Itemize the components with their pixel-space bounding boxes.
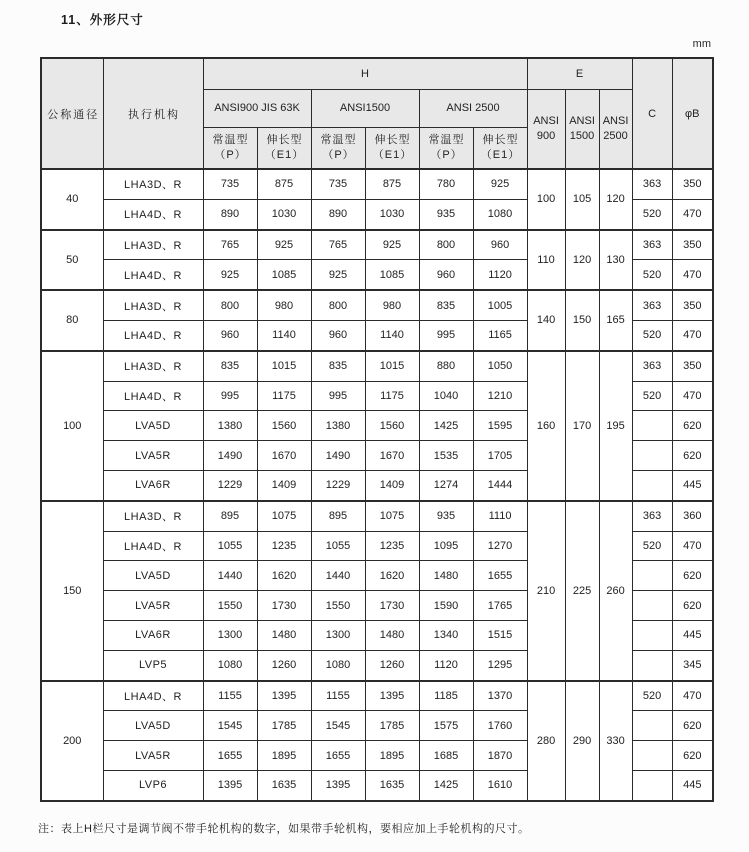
cell-dn: 100 — [41, 351, 103, 501]
cell-actuator: LHA3D、R — [103, 169, 203, 199]
cell-actuator: LVA5R — [103, 441, 203, 471]
cell-dn: 50 — [41, 230, 103, 291]
cell-h: 875 — [257, 169, 311, 199]
cell-h: 1490 — [203, 441, 257, 471]
cell-h: 1785 — [365, 711, 419, 741]
cell-h: 1370 — [473, 681, 527, 711]
cell-h: 1895 — [257, 741, 311, 771]
cell-e: 290 — [565, 681, 599, 801]
cell-h: 1210 — [473, 381, 527, 411]
cell-actuator: LHA4D、R — [103, 199, 203, 229]
cell-actuator: LVA5D — [103, 411, 203, 441]
header-h-leaf-3-line2: （P） — [322, 148, 355, 161]
cell-h: 895 — [311, 501, 365, 531]
header-h-leaf-2-line1: 伸长型 — [266, 134, 303, 147]
cell-e: 120 — [565, 230, 599, 291]
cell-h: 1480 — [365, 620, 419, 650]
cell-e: 140 — [527, 290, 565, 351]
header-h-leaf-1 — [203, 127, 257, 169]
cell-c — [632, 591, 672, 621]
cell-b: 470 — [672, 320, 713, 350]
header-e: E — [527, 58, 632, 89]
cell-h: 1235 — [365, 531, 419, 561]
cell-b: 470 — [672, 199, 713, 229]
cell-b: 620 — [672, 591, 713, 621]
header-h-leaf-2 — [257, 127, 311, 169]
cell-h: 960 — [203, 320, 257, 350]
cell-h: 1300 — [311, 620, 365, 650]
cell-h: 895 — [203, 501, 257, 531]
cell-h: 1655 — [473, 561, 527, 591]
cell-h: 1550 — [311, 591, 365, 621]
cell-h: 980 — [257, 290, 311, 320]
cell-h: 1545 — [203, 711, 257, 741]
cell-c: 363 — [632, 290, 672, 320]
cell-h: 995 — [419, 320, 473, 350]
cell-h: 935 — [419, 199, 473, 229]
cell-h: 1140 — [365, 320, 419, 350]
cell-h: 925 — [365, 230, 419, 260]
cell-h: 1550 — [203, 591, 257, 621]
cell-c — [632, 711, 672, 741]
cell-h: 800 — [419, 230, 473, 260]
header-e-ansi2500-line1: ANSI — [602, 115, 629, 128]
header-e-ansi2500 — [599, 89, 632, 169]
table-body — [41, 169, 713, 801]
header-h-group-ansi900: ANSI900 JIS 63K — [203, 89, 311, 127]
cell-h: 995 — [311, 381, 365, 411]
cell-h: 1030 — [257, 199, 311, 229]
header-h-leaf-4-line2: （E1） — [372, 148, 413, 161]
cell-e: 100 — [527, 169, 565, 230]
cell-dn: 40 — [41, 169, 103, 230]
cell-dn: 200 — [41, 681, 103, 801]
cell-c — [632, 441, 672, 471]
header-h-leaf-6 — [473, 127, 527, 169]
header-h-leaf-1-line1: 常温型 — [212, 134, 249, 147]
cell-h: 1155 — [311, 681, 365, 711]
table-header — [41, 58, 713, 169]
cell-h: 1340 — [419, 620, 473, 650]
cell-h: 1055 — [203, 531, 257, 561]
cell-e: 260 — [599, 501, 632, 681]
cell-h: 1425 — [419, 770, 473, 800]
cell-e: 330 — [599, 681, 632, 801]
cell-c: 520 — [632, 260, 672, 290]
cell-h: 1515 — [473, 620, 527, 650]
cell-c — [632, 470, 672, 500]
cell-e: 130 — [599, 230, 632, 291]
cell-e: 120 — [599, 169, 632, 230]
cell-h: 1015 — [257, 351, 311, 381]
header-row-top — [41, 58, 713, 89]
cell-h: 925 — [257, 230, 311, 260]
cell-c — [632, 620, 672, 650]
cell-e: 225 — [565, 501, 599, 681]
cell-b: 350 — [672, 230, 713, 260]
cell-actuator: LVA5D — [103, 711, 203, 741]
cell-h: 1270 — [473, 531, 527, 561]
cell-actuator: LVA5R — [103, 591, 203, 621]
cell-actuator: LVA6R — [103, 470, 203, 500]
cell-h: 1185 — [419, 681, 473, 711]
cell-h: 995 — [203, 381, 257, 411]
cell-h: 800 — [311, 290, 365, 320]
cell-h: 925 — [311, 260, 365, 290]
cell-h: 1175 — [257, 381, 311, 411]
cell-h: 1015 — [365, 351, 419, 381]
cell-actuator: LVA5D — [103, 561, 203, 591]
cell-h: 1075 — [365, 501, 419, 531]
cell-h: 1655 — [311, 741, 365, 771]
cell-h: 1274 — [419, 470, 473, 500]
header-h-leaf-5-line2: （P） — [430, 148, 463, 161]
cell-h: 1120 — [419, 650, 473, 680]
cell-c: 520 — [632, 531, 672, 561]
cell-h: 1590 — [419, 591, 473, 621]
cell-h: 1080 — [203, 650, 257, 680]
cell-h: 1480 — [419, 561, 473, 591]
cell-h: 835 — [419, 290, 473, 320]
header-h-group-ansi2500: ANSI 2500 — [419, 89, 527, 127]
cell-c: 520 — [632, 199, 672, 229]
cell-h: 1110 — [473, 501, 527, 531]
table-row — [41, 169, 713, 199]
header-h-leaf-3 — [311, 127, 365, 169]
cell-b: 350 — [672, 290, 713, 320]
cell-h: 1085 — [365, 260, 419, 290]
cell-h: 800 — [203, 290, 257, 320]
cell-c — [632, 411, 672, 441]
cell-h: 1085 — [257, 260, 311, 290]
cell-h: 1120 — [473, 260, 527, 290]
cell-e: 105 — [565, 169, 599, 230]
header-h-leaf-3-line1: 常温型 — [320, 134, 357, 147]
cell-h: 1610 — [473, 770, 527, 800]
cell-h: 1444 — [473, 470, 527, 500]
cell-h: 1050 — [473, 351, 527, 381]
header-e-ansi2500-line2: 2500 — [603, 129, 628, 142]
cell-b: 620 — [672, 441, 713, 471]
cell-h: 1165 — [473, 320, 527, 350]
cell-h: 1785 — [257, 711, 311, 741]
cell-h: 890 — [203, 199, 257, 229]
cell-e: 280 — [527, 681, 565, 801]
cell-h: 1760 — [473, 711, 527, 741]
cell-h: 1670 — [365, 441, 419, 471]
cell-c — [632, 650, 672, 680]
cell-c — [632, 561, 672, 591]
cell-b: 620 — [672, 711, 713, 741]
cell-h: 1300 — [203, 620, 257, 650]
cell-h: 890 — [311, 199, 365, 229]
cell-c: 363 — [632, 230, 672, 260]
cell-h: 1235 — [257, 531, 311, 561]
cell-actuator: LHA4D、R — [103, 681, 203, 711]
cell-h: 1055 — [311, 531, 365, 561]
cell-h: 1440 — [203, 561, 257, 591]
section-title: 11、外形尺寸 — [61, 13, 144, 27]
cell-b: 350 — [672, 351, 713, 381]
cell-h: 1040 — [419, 381, 473, 411]
cell-h: 880 — [419, 351, 473, 381]
header-h-leaf-6-line2: （E1） — [480, 148, 521, 161]
cell-actuator: LVA5R — [103, 741, 203, 771]
cell-c: 363 — [632, 501, 672, 531]
cell-h: 1730 — [365, 591, 419, 621]
cell-h: 1730 — [257, 591, 311, 621]
cell-h: 1440 — [311, 561, 365, 591]
cell-h: 1175 — [365, 381, 419, 411]
cell-c — [632, 770, 672, 800]
header-e-ansi900-line2: 900 — [536, 129, 556, 142]
cell-h: 1005 — [473, 290, 527, 320]
cell-h: 1395 — [203, 770, 257, 800]
cell-h: 1229 — [311, 470, 365, 500]
dimensions-table — [40, 57, 714, 802]
table-row — [41, 351, 713, 381]
cell-h: 1095 — [419, 531, 473, 561]
cell-dn: 150 — [41, 501, 103, 681]
cell-h: 1380 — [203, 411, 257, 441]
cell-actuator: LHA4D、R — [103, 531, 203, 561]
cell-h: 1155 — [203, 681, 257, 711]
cell-b: 445 — [672, 470, 713, 500]
cell-h: 1030 — [365, 199, 419, 229]
cell-h: 765 — [311, 230, 365, 260]
cell-h: 835 — [203, 351, 257, 381]
cell-c — [632, 741, 672, 771]
header-h: H — [203, 58, 527, 89]
cell-e: 150 — [565, 290, 599, 351]
cell-actuator: LHA3D、R — [103, 501, 203, 531]
cell-b: 360 — [672, 501, 713, 531]
cell-b: 470 — [672, 531, 713, 561]
cell-h: 1080 — [473, 199, 527, 229]
cell-h: 1655 — [203, 741, 257, 771]
header-h-leaf-5 — [419, 127, 473, 169]
cell-h: 1229 — [203, 470, 257, 500]
cell-b: 345 — [672, 650, 713, 680]
unit-label: mm — [692, 38, 711, 50]
cell-actuator: LVA6R — [103, 620, 203, 650]
cell-h: 765 — [203, 230, 257, 260]
cell-h: 935 — [419, 501, 473, 531]
cell-h: 1425 — [419, 411, 473, 441]
cell-actuator: LVP6 — [103, 770, 203, 800]
cell-h: 1080 — [311, 650, 365, 680]
cell-h: 925 — [203, 260, 257, 290]
cell-h: 1635 — [365, 770, 419, 800]
cell-b: 445 — [672, 620, 713, 650]
cell-h: 960 — [473, 230, 527, 260]
cell-h: 780 — [419, 169, 473, 199]
cell-h: 925 — [473, 169, 527, 199]
cell-actuator: LHA4D、R — [103, 260, 203, 290]
header-e-ansi1500-line2: 1500 — [569, 129, 595, 142]
header-e-ansi1500-line1: ANSI — [569, 115, 595, 128]
cell-h: 1395 — [257, 681, 311, 711]
cell-h: 1595 — [473, 411, 527, 441]
header-h-leaf-2-line2: （E1） — [264, 148, 305, 161]
cell-b: 470 — [672, 681, 713, 711]
cell-h: 735 — [203, 169, 257, 199]
cell-actuator: LHA3D、R — [103, 351, 203, 381]
cell-actuator: LHA3D、R — [103, 290, 203, 320]
header-actuator: 执行机构 — [103, 58, 203, 169]
cell-actuator: LVP5 — [103, 650, 203, 680]
cell-h: 1535 — [419, 441, 473, 471]
cell-h: 835 — [311, 351, 365, 381]
cell-h: 1685 — [419, 741, 473, 771]
cell-actuator: LHA3D、R — [103, 230, 203, 260]
header-e-ansi900 — [527, 89, 565, 169]
cell-h: 1380 — [311, 411, 365, 441]
cell-e: 210 — [527, 501, 565, 681]
cell-h: 1409 — [257, 470, 311, 500]
cell-h: 1260 — [365, 650, 419, 680]
cell-h: 1295 — [473, 650, 527, 680]
cell-h: 1670 — [257, 441, 311, 471]
header-e-ansi900-line1: ANSI — [533, 115, 559, 128]
table-row — [41, 230, 713, 260]
cell-e: 110 — [527, 230, 565, 291]
cell-h: 1490 — [311, 441, 365, 471]
cell-b: 620 — [672, 741, 713, 771]
cell-actuator: LHA4D、R — [103, 381, 203, 411]
cell-h: 1705 — [473, 441, 527, 471]
cell-h: 1620 — [365, 561, 419, 591]
cell-b: 445 — [672, 770, 713, 800]
cell-h: 1560 — [257, 411, 311, 441]
cell-h: 735 — [311, 169, 365, 199]
cell-c: 363 — [632, 351, 672, 381]
cell-h: 960 — [311, 320, 365, 350]
cell-h: 1870 — [473, 741, 527, 771]
cell-b: 620 — [672, 411, 713, 441]
header-h-group-ansi1500: ANSI1500 — [311, 89, 419, 127]
cell-h: 1140 — [257, 320, 311, 350]
cell-h: 1075 — [257, 501, 311, 531]
header-h-leaf-4 — [365, 127, 419, 169]
footnote: 注：表上H栏尺寸是调节阀不带手轮机构的数字，如果带手轮机构，要相应加上手轮机构的尺寸。 — [38, 823, 530, 835]
cell-c: 520 — [632, 320, 672, 350]
cell-h: 1480 — [257, 620, 311, 650]
cell-e: 195 — [599, 351, 632, 501]
header-e-ansi1500 — [565, 89, 599, 169]
dimensions-table-wrap — [40, 57, 714, 802]
header-c: C — [632, 58, 672, 169]
cell-c: 520 — [632, 381, 672, 411]
cell-b: 350 — [672, 169, 713, 199]
header-h-leaf-1-line2: （P） — [214, 148, 247, 161]
cell-h: 1409 — [365, 470, 419, 500]
cell-h: 1545 — [311, 711, 365, 741]
cell-c: 520 — [632, 681, 672, 711]
cell-b: 470 — [672, 381, 713, 411]
cell-e: 170 — [565, 351, 599, 501]
header-h-leaf-5-line1: 常温型 — [428, 134, 465, 147]
cell-h: 1575 — [419, 711, 473, 741]
cell-dn: 80 — [41, 290, 103, 351]
header-dn: 公称通径 — [41, 58, 103, 169]
cell-c: 363 — [632, 169, 672, 199]
cell-h: 1560 — [365, 411, 419, 441]
cell-h: 875 — [365, 169, 419, 199]
cell-h: 1895 — [365, 741, 419, 771]
cell-h: 960 — [419, 260, 473, 290]
table-row — [41, 501, 713, 531]
header-phi-b: φB — [672, 58, 713, 169]
cell-h: 1260 — [257, 650, 311, 680]
cell-actuator: LHA4D、R — [103, 320, 203, 350]
cell-h: 1620 — [257, 561, 311, 591]
table-row — [41, 290, 713, 320]
cell-e: 165 — [599, 290, 632, 351]
cell-h: 1395 — [365, 681, 419, 711]
cell-h: 1395 — [311, 770, 365, 800]
cell-h: 1635 — [257, 770, 311, 800]
cell-e: 160 — [527, 351, 565, 501]
cell-h: 1765 — [473, 591, 527, 621]
cell-b: 620 — [672, 561, 713, 591]
header-h-leaf-6-line1: 伸长型 — [482, 134, 519, 147]
cell-h: 980 — [365, 290, 419, 320]
cell-b: 470 — [672, 260, 713, 290]
table-row — [41, 681, 713, 711]
header-h-leaf-4-line1: 伸长型 — [374, 134, 411, 147]
